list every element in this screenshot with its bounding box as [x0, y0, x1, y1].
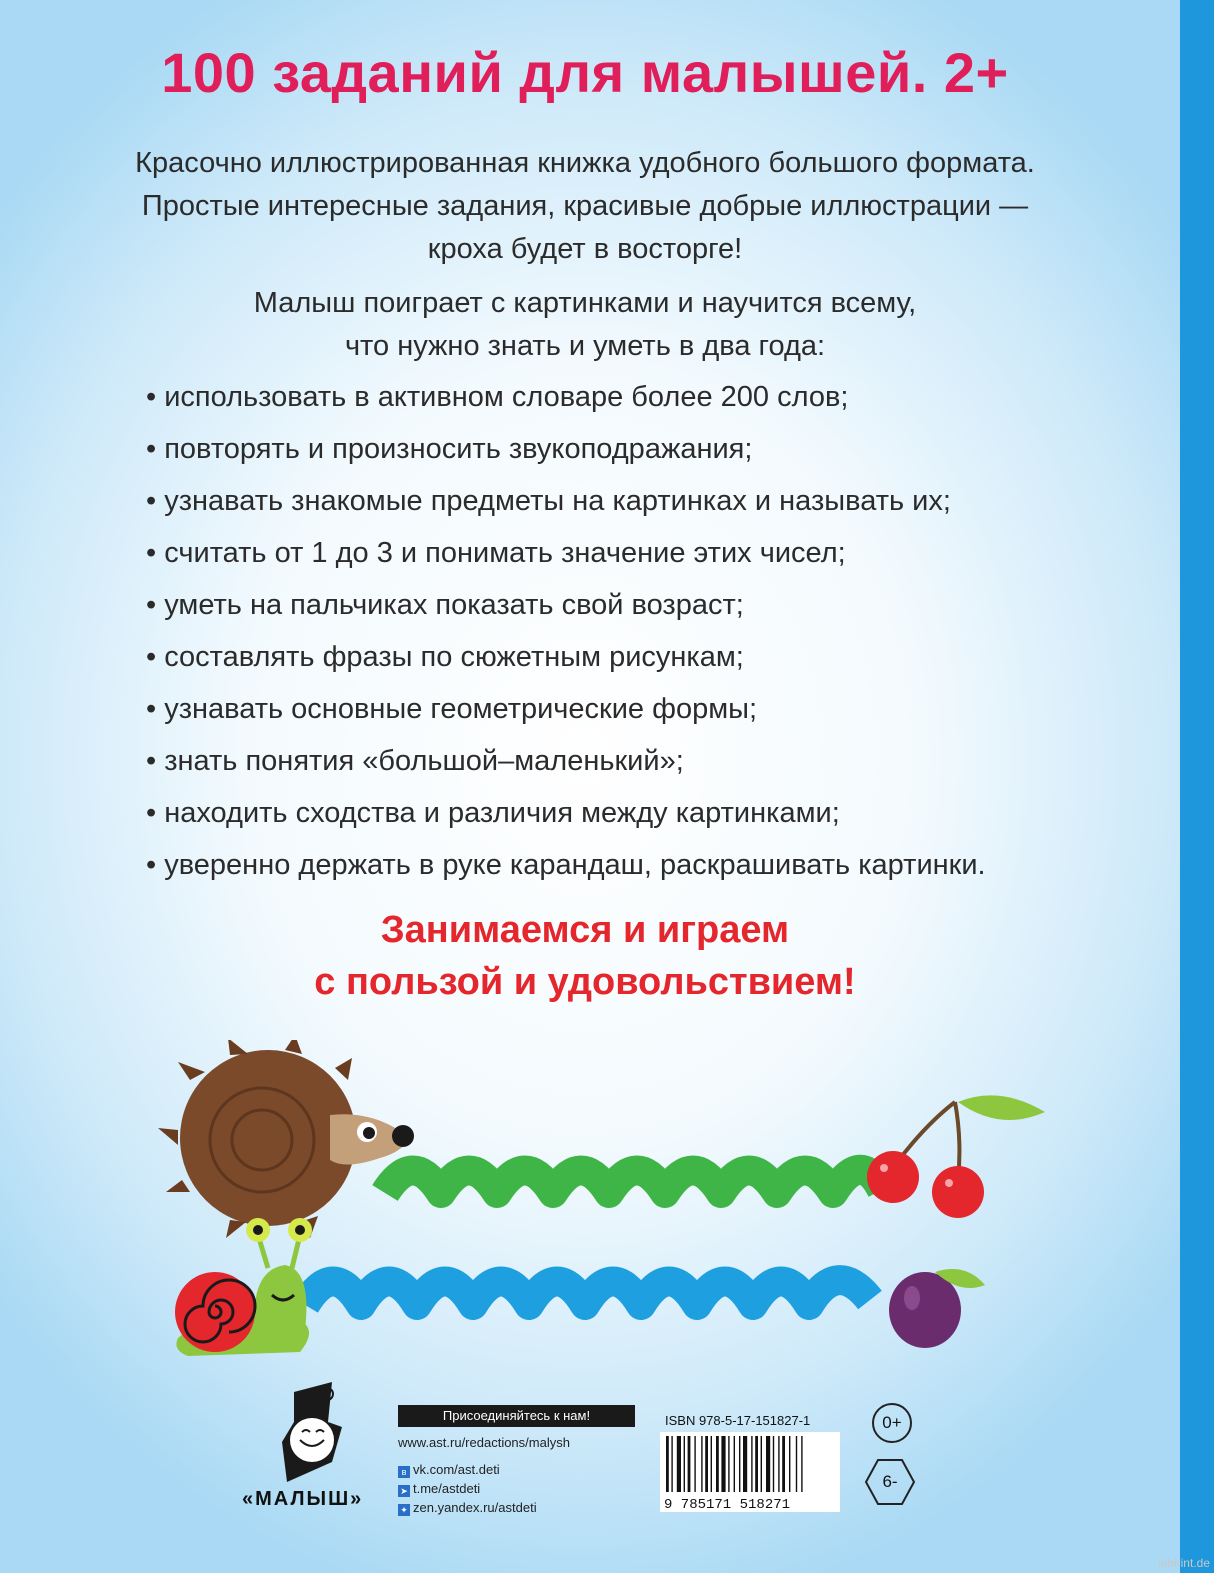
- vk-icon: в: [398, 1466, 410, 1478]
- social-row[interactable]: [398, 1479, 537, 1498]
- intro-line: кроха будет в восторге!: [427, 233, 743, 265]
- slogan: [0, 904, 1170, 1008]
- intro-text: [0, 142, 1170, 271]
- age-hex-label: 6-: [882, 1472, 898, 1491]
- snail-icon: [175, 1218, 312, 1356]
- barcode-digits: 9 785171 518271: [664, 1497, 791, 1512]
- intro-line: Простые интересные задания, красивые добрые иллюстрации —: [141, 190, 1029, 222]
- cherry-icon: [867, 1095, 1045, 1218]
- tracing-illustration: [0, 1040, 1170, 1380]
- age-rating: 0+: [872, 1403, 912, 1443]
- publisher-logo-icon: [232, 1382, 352, 1490]
- list-item: • знать понятия «большой–маленький»;: [146, 738, 986, 790]
- telegram-icon: ➤: [398, 1485, 410, 1497]
- social-row[interactable]: [398, 1498, 537, 1517]
- website-link[interactable]: www.ast.ru/redactions/malysh: [398, 1435, 570, 1450]
- isbn: ISBN 978-5-17-151827-1: [665, 1413, 811, 1428]
- skills-intro-line: что нужно знать и уметь в два года:: [344, 330, 826, 362]
- join-banner: Присоединяйтесь к нам!: [398, 1405, 635, 1427]
- side-band: [1180, 0, 1214, 1573]
- list-item: • уметь на пальчиках показать свой возраст;: [146, 582, 986, 634]
- skills-intro: [0, 282, 1170, 368]
- slogan-line: Занимаемся и играем: [380, 909, 790, 951]
- list-item: • узнавать основные геометрические формы;: [146, 686, 986, 738]
- barcode-icon: [660, 1432, 840, 1512]
- social-link[interactable]: vk.com/ast.deti: [413, 1462, 500, 1477]
- hedgehog-icon: [158, 1040, 414, 1238]
- green-track-icon: [385, 1170, 882, 1193]
- intro-line: Красочно иллюстрированная книжка удобного большого формата.: [135, 147, 1035, 179]
- slogan-line: с пользой и удовольствием!: [314, 961, 856, 1003]
- plum-icon: [889, 1269, 985, 1348]
- list-item: • составлять фразы по сюжетным рисункам;: [146, 634, 986, 686]
- publisher-brand: «МАЛЫШ»: [242, 1488, 364, 1510]
- list-item: • находить сходства и различия между картинками;: [146, 790, 986, 842]
- list-item: • использовать в активном словаре более 200 слов;: [146, 374, 986, 426]
- list-item: • повторять и произносить звукоподражания;: [146, 426, 986, 478]
- social-link[interactable]: zen.yandex.ru/astdeti: [413, 1500, 537, 1515]
- social-row[interactable]: [398, 1460, 537, 1479]
- list-item: • узнавать знакомые предметы на картинках и называть их;: [146, 478, 986, 530]
- watermark: labirint.de: [1157, 1556, 1210, 1570]
- social-link[interactable]: t.me/astdeti: [413, 1481, 481, 1496]
- social-links: [398, 1460, 537, 1517]
- list-item: • считать от 1 до 3 и понимать значение этих чисел;: [146, 530, 986, 582]
- book-title: 100 заданий для малышей. 2+: [161, 41, 1009, 104]
- blue-track-icon: [305, 1280, 870, 1305]
- zen-icon: ✦: [398, 1504, 410, 1516]
- list-item: • уверенно держать в руке карандаш, раскрашивать картинки.: [146, 842, 986, 894]
- skills-list: [146, 374, 986, 894]
- skills-intro-line: Малыш поиграет с картинками и научится всему,: [253, 287, 917, 319]
